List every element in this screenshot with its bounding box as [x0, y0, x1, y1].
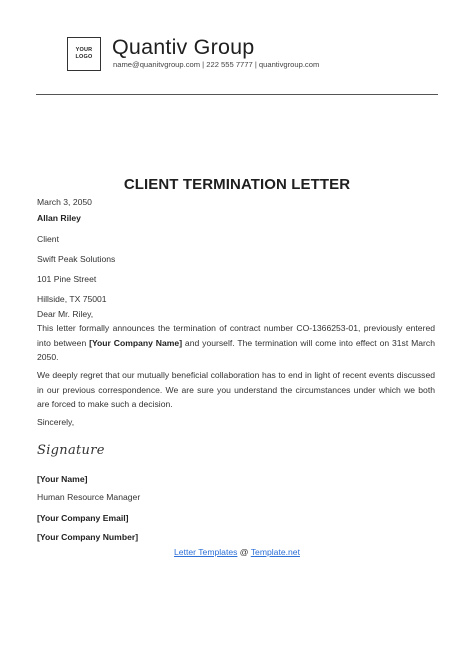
recipient-address-line2: Hillside, TX 75001: [37, 294, 107, 304]
para1-text-start: This letter formally announces the termination of contract number CO-1366253-01, previously entered into between: [37, 323, 435, 348]
salutation: Dear Mr. Riley,: [37, 309, 94, 319]
letter-title: CLIENT TERMINATION LETTER: [123, 176, 351, 193]
sender-title: Human Resource Manager: [37, 492, 141, 502]
recipient-name: Allan Riley: [37, 213, 81, 223]
company-logo: [67, 37, 101, 71]
recipient-role: Client: [37, 234, 59, 244]
company-name: Quantiv Group: [112, 35, 255, 59]
paragraph-termination-notice: [37, 321, 435, 365]
logo-text-line2: LOGO: [75, 54, 93, 60]
company-contact-info: name@quanitvgroup.com | 222 555 7777 | quantivgroup.com: [113, 60, 320, 69]
para1-text-end: and yourself. The termination will come into effect on 31st March 2050.: [37, 337, 435, 362]
recipient-company: Swift Peak Solutions: [37, 254, 116, 264]
recipient-address-line1: 101 Pine Street: [37, 274, 97, 284]
footer-credit: [0, 547, 474, 557]
header-divider: [36, 94, 438, 95]
footer-separator: @: [237, 547, 251, 557]
letter-date: March 3, 2050: [37, 197, 92, 207]
letter-templates-link[interactable]: Letter Templates: [174, 547, 238, 557]
paragraph-regret: We deeply regret that our mutually beneficial collaboration has to end in light of recent events discussed in our previous correspondence. We are sure you understand the circumstances under which we both are forced to make such a decision.: [37, 370, 435, 409]
signature-image: Signature: [37, 443, 105, 458]
sender-number: [Your Company Number]: [37, 532, 139, 542]
sender-name: [Your Name]: [37, 474, 88, 484]
closing: Sincerely,: [37, 417, 75, 427]
sender-email: [Your Company Email]: [37, 513, 129, 523]
para1-company-placeholder: [Your Company Name]: [89, 337, 183, 348]
logo-text-line1: YOUR: [75, 47, 93, 53]
template-net-link[interactable]: Template.net: [250, 547, 300, 557]
